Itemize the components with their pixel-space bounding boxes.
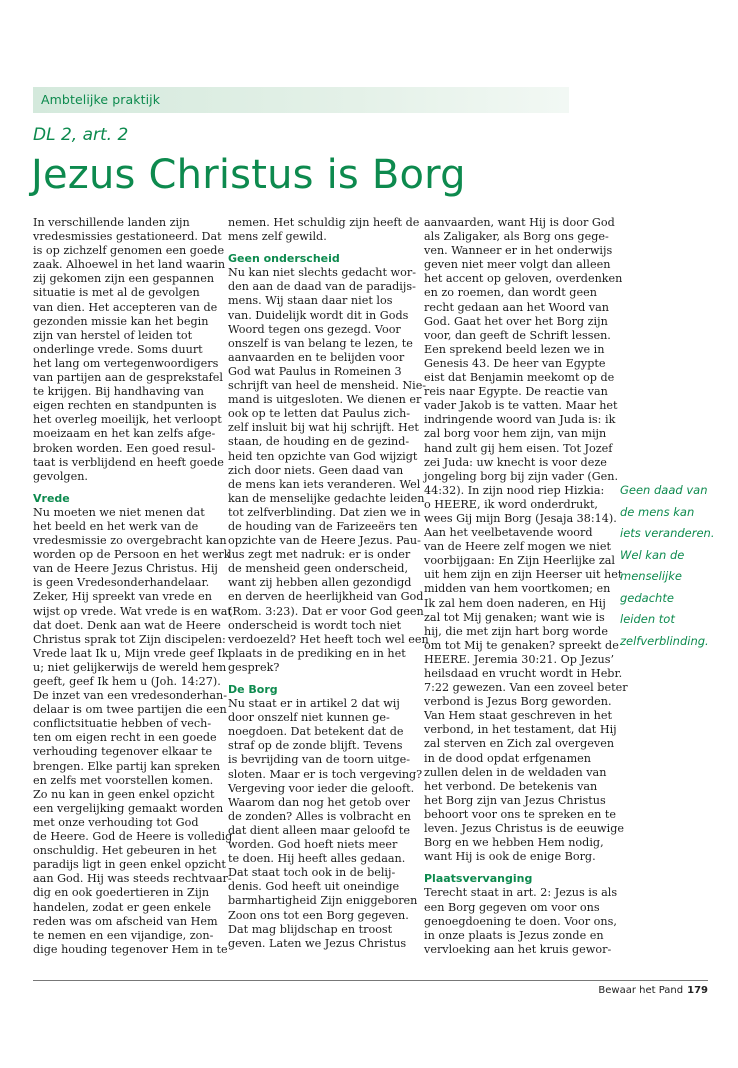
body-text-line: heid ten opzichte van God wijzigt: [228, 449, 418, 463]
body-text-line: Terecht staat in art. 2: Jezus is als: [424, 886, 618, 900]
body-text-line: zij gekomen zijn een gespannen: [33, 272, 215, 286]
body-text-line: ven. Wanneer er in het onderwijs: [424, 244, 613, 258]
body-text-line: handelen, zodat er geen enkele: [33, 900, 212, 914]
body-text-line: zijn van herstel of leiden tot: [33, 328, 193, 342]
body-text-line: Waarom dan nog het getob over: [228, 795, 410, 809]
body-text-line: het overleg moeilijk, het verloopt: [33, 413, 222, 427]
pull-quote-line: leiden tot: [620, 612, 675, 626]
body-text-line: brengen. Elke partij kan spreken: [33, 759, 221, 773]
body-text-line: hand zult gij hem eisen. Tot Jozef: [424, 441, 613, 455]
body-text-line: gesprek?: [228, 660, 280, 674]
body-text-line: geven. Laten we Jezus Christus: [228, 936, 407, 950]
body-text-line: het accent op geloven, overdenken: [424, 272, 623, 286]
body-text-line: verbond, in het testament, dat Hij: [424, 723, 617, 737]
body-text-line: Genesis 43. De heer van Egypte: [424, 356, 606, 370]
body-text-line: vredesmissie zo overgebracht kan: [33, 534, 227, 548]
body-text-line: mens. Wij staan daar niet los: [228, 294, 393, 308]
body-text-line: vader Jakob is te vatten. Maar het: [424, 399, 618, 413]
body-text-line: aan God. Hij was steeds rechtvaar-: [33, 872, 232, 886]
body-text-line: want zij hebben allen gezondigd: [228, 576, 412, 590]
body-text-line: heilsdaad en vrucht wordt in Hebr.: [424, 667, 623, 680]
pull-quote-line: Wel kan de: [620, 547, 685, 562]
body-text-line: taat is verblijdend en heeft goede: [33, 455, 224, 469]
body-text-line: Zoon ons tot een Borg gegeven.: [228, 908, 409, 922]
footer-rule: [33, 980, 708, 981]
body-text-line: van. Duidelijk wordt dit in Gods: [228, 308, 409, 322]
body-text-line: schrijft van heel de mensheid. Nie-: [228, 379, 427, 393]
body-text-line: een Borg gegeven om voor ons: [424, 900, 600, 914]
body-text-line: als Zaligaker, als Borg ons gege-: [424, 230, 609, 244]
article-subtitle: DL 2, art. 2: [33, 125, 129, 145]
publication-name: Bewaar het Pand: [598, 985, 684, 996]
body-text-line: dige houding tegenover Hem in te: [33, 942, 228, 956]
pull-quote-line: Geen daad van: [620, 483, 708, 497]
body-text-line: onschuldig. Het gebeuren in het: [33, 844, 217, 858]
body-text-line: Nu moeten we niet menen dat: [33, 505, 205, 519]
paragraph-gap: [228, 675, 408, 683]
body-text-line: uit hem zijn en zijn Heerser uit het: [424, 568, 623, 582]
body-text-line: verdoezeld? Het heeft toch wel een: [228, 632, 429, 646]
body-text-line: de mensheid geen onderscheid,: [228, 562, 408, 576]
body-text-line: reis naar Egypte. De reactie van: [424, 385, 608, 399]
body-text-line: conflictsituatie hebben of vech-: [33, 717, 212, 731]
body-text-line: Nu kan niet slechts gedacht wor-: [228, 266, 416, 280]
body-text-line: genoegdoening te doen. Voor ons,: [424, 914, 617, 928]
body-text-line: aanvaarden en te belijden voor: [228, 350, 405, 364]
body-text-line: van dien. Het accepteren van de: [33, 300, 218, 314]
body-text-line: Nu staat er in artikel 2 dat wij: [228, 697, 400, 711]
body-text-line: sloten. Maar er is toch vergeving?: [228, 767, 423, 781]
body-text-line: recht gedaan aan het Woord van: [424, 300, 609, 314]
body-text-line: kan de menselijke gedachte leiden: [228, 491, 425, 505]
body-text-line: de Heere. God de Heere is volledig: [33, 830, 233, 844]
body-text-line: in onze plaats is Jezus zonde en: [424, 928, 604, 942]
section-label: Ambtelijke praktijk: [41, 92, 161, 107]
body-text-line: eigen rechten en standpunten is: [33, 399, 217, 413]
body-text-line: het lang om vertegenwoordigers: [33, 356, 219, 370]
body-text-line: dig en ook goedertieren in Zijn: [33, 886, 210, 900]
body-text-line: den aan de daad van de paradijs-: [228, 280, 416, 294]
body-text-line: nemen. Het schuldig zijn heeft de: [228, 216, 420, 229]
body-text-line: met onze verhouding tot God: [33, 815, 199, 829]
body-text-line: en derven de heerlijkheid van God: [228, 590, 424, 604]
body-text-line: van de Heere zelf mogen we niet: [424, 540, 611, 554]
body-text-line: te krijgen. Bij handhaving van: [33, 385, 204, 399]
body-text-line: onderscheid is wordt toch niet: [228, 618, 402, 632]
body-text-line: vredesmissies gestationeerd. Dat: [33, 230, 222, 244]
body-text-line: zaak. Alhoewel in het land waarin: [33, 258, 226, 272]
pull-quote-line: menselijke: [620, 569, 682, 583]
body-text-line: onderlinge vrede. Soms duurt: [33, 342, 203, 356]
body-text-line: en zelfs met voorstellen komen.: [33, 773, 214, 787]
body-text-line: reden was om afscheid van Hem: [33, 914, 218, 928]
body-text-line: van de Heere Jezus Christus. Hij: [33, 562, 218, 576]
section-heading: Geen onderscheid: [228, 252, 340, 266]
body-text-line: zal borg voor hem zijn, van mijn: [424, 427, 607, 441]
body-text-line: zelf insluit bij wat hij schrijft. Het: [228, 421, 419, 435]
body-text-line: God. Gaat het over het Borg zijn: [424, 314, 608, 328]
body-text-line: behoort voor ons te spreken en te: [424, 807, 616, 821]
body-text-line: De inzet van een vredesonderhan-: [33, 689, 227, 703]
body-text-line: delaar is om twee partijen die een: [33, 703, 227, 717]
body-text-line: en zo roemen, dan wordt geen: [424, 286, 597, 300]
body-text-line: is bevrijding van de toorn uitge-: [228, 753, 411, 767]
body-text-line: (Rom. 3:23). Dat er voor God geen: [228, 604, 424, 618]
page-number: 179: [687, 985, 708, 996]
body-text-line: te nemen en een vijandige, zon-: [33, 928, 214, 942]
body-text-line: Vrede laat Ik u, Mijn vrede geef Ik: [33, 646, 229, 660]
section-heading: Vrede: [33, 491, 70, 505]
body-text-line: ten om eigen recht in een goede: [33, 731, 217, 745]
body-text-line: Ik zal hem doen naderen, en Hij: [424, 596, 606, 610]
body-text-line: Dat mag blijdschap en troost: [228, 922, 393, 936]
body-text-line: wijst op vrede. Wat vrede is en wat: [33, 604, 232, 618]
body-text-line: door onszelf niet kunnen ge-: [228, 711, 390, 725]
body-text-line: dat dient alleen maar geloofd te: [228, 823, 410, 837]
body-text-line: geven niet meer volgt dan alleen: [424, 258, 611, 272]
body-text-line: God wat Paulus in Romeinen 3: [228, 364, 402, 378]
pull-quote-line: iets veranderen.: [620, 526, 715, 540]
body-text-line: wees Gij mijn Borg (Jesaja 38:14).: [424, 511, 617, 525]
body-text-line: Aan het veelbetavende woord: [424, 526, 593, 540]
body-text-line: het Borg zijn van Jezus Christus: [424, 793, 606, 807]
body-text-line: Woord tegen ons gezegd. Voor: [228, 322, 401, 336]
body-text-line: worden. God hoeft niets meer: [228, 838, 398, 852]
body-text-line: HEERE. Jeremia 30:21. Op Jezus’: [424, 652, 615, 666]
body-text-line: is op zichzelf genomen een goede: [33, 244, 225, 258]
body-text-line: zal tot Mij genaken; want wie is: [424, 610, 605, 624]
section-heading: Plaatsvervanging: [424, 872, 533, 886]
body-text-line: Borg en we hebben Hem nodig,: [424, 836, 604, 850]
body-text-line: voor, dan geeft de Schrift lessen.: [424, 328, 611, 342]
body-text-line: lus zegt met nadruk: er is onder: [228, 548, 411, 562]
pull-quote-line: de mens kan: [620, 504, 695, 519]
body-text-line: zei Juda: uw knecht is voor deze: [424, 455, 607, 469]
body-text-line: Vergeving voor ieder die gelooft.: [228, 781, 415, 795]
body-text-line: worden op de Persoon en het werk: [33, 548, 231, 562]
body-text-line: opzichte van de Heere Jezus. Pau-: [228, 534, 421, 548]
paragraph-gap: [228, 244, 408, 252]
body-text-line: u; niet gelijkerwijs de wereld hem: [33, 660, 227, 674]
body-text-line: eist dat Benjamin meekomt op de: [424, 371, 615, 385]
body-text-line: verhouding tegenover elkaar te: [33, 745, 213, 759]
body-text-line: de houding van de Farizeeërs ten: [228, 519, 418, 533]
body-text-line: hij, die met zijn hart borg worde: [424, 624, 608, 638]
body-text-line: Een sprekend beeld lezen we in: [424, 342, 605, 356]
body-text-line: de mens kan iets veranderen. Wel: [228, 477, 421, 491]
body-text-line: te doen. Hij heeft alles gedaan.: [228, 852, 406, 866]
body-text-line: moeizaam en het kan zelfs afge-: [33, 427, 216, 441]
body-text-line: verbond is Jezus Borg geworden.: [424, 695, 612, 709]
body-text-line: geeft, geef Ik hem u (Joh. 14:27).: [33, 675, 221, 688]
section-heading: De Borg: [228, 683, 278, 696]
body-text-line: Van Hem staat geschreven in het: [424, 709, 612, 723]
body-text-line: leven. Jezus Christus is de eeuwige: [424, 822, 624, 836]
body-text-line: broken worden. Een goed resul-: [33, 441, 216, 455]
paragraph-gap: [424, 864, 607, 872]
body-text-line: zal sterven en Zich zal overgeven: [424, 737, 615, 751]
pull-quote: [620, 480, 730, 652]
body-text-line: mand is uitgesloten. We dienen er: [228, 393, 422, 407]
body-text-line: indringende woord van Juda is: ik: [424, 413, 616, 427]
body-text-line: want Hij is ook de enige Borg.: [424, 850, 596, 864]
body-text-line: staan, de houding en de gezind-: [228, 435, 410, 449]
body-text-line: denis. God heeft uit oneindige: [228, 880, 400, 894]
body-text-line: mens zelf gewild.: [228, 230, 327, 244]
body-text-line: een vergelijking gemaakt worden: [33, 801, 224, 815]
pull-quote-line: gedachte: [620, 590, 674, 605]
text-column-2: [228, 216, 429, 951]
body-text-line: voorbijgaan: En Zijn Heerlijke zal: [424, 554, 615, 568]
body-text-line: onszelf is van belang te lezen, te: [228, 336, 413, 350]
body-text-line: aanvaarden, want Hij is door God: [424, 216, 615, 229]
body-text-line: straf op de zonde blijft. Tevens: [228, 739, 403, 753]
body-text-line: ook op te letten dat Paulus zich-: [228, 407, 411, 421]
body-text-line: gezonden missie kan het begin: [33, 314, 209, 328]
body-text-line: de zonden? Alles is volbracht en: [228, 809, 411, 823]
body-text-line: het verbond. De betekenis van: [424, 779, 598, 793]
body-text-line: vervloeking aan het kruis gewor-: [424, 942, 612, 956]
text-column-3: [424, 216, 628, 957]
page-footer: [598, 985, 708, 996]
body-text-line: om tot Mij te genaken? spreekt de: [424, 638, 619, 652]
body-text-line: tot zelfverblinding. Dat zien we in: [228, 505, 421, 519]
text-column-1: [33, 216, 233, 957]
body-text-line: o HEERE, ik word onderdrukt,: [424, 497, 598, 511]
body-text-line: Christus sprak tot Zijn discipelen:: [33, 632, 226, 646]
body-text-line: In verschillende landen zijn: [33, 216, 190, 229]
article-title: Jezus Christus is Borg: [31, 152, 466, 198]
body-text-line: in de dood opdat erfgenamen: [424, 751, 592, 765]
body-text-line: paradijs ligt in geen enkel opzicht: [33, 858, 226, 872]
body-text-line: plaats in de prediking en in het: [228, 646, 406, 660]
body-text-line: Dat staat toch ook in de belij-: [228, 866, 396, 880]
body-text-line: jongeling borg bij zijn vader (Gen.: [424, 469, 619, 483]
body-text-line: van partijen aan de gesprekstafel: [33, 371, 223, 385]
body-text-line: midden van hem voortkomen; en: [424, 582, 611, 596]
body-text-line: Zeker, Hij spreekt van vrede en: [33, 590, 212, 604]
body-text-line: barmhartigheid Zijn eniggeboren: [228, 894, 418, 908]
body-text-line: zich door niets. Geen daad van: [228, 463, 404, 477]
body-text-line: zullen delen in de weldaden van: [424, 765, 607, 779]
body-text-line: het beeld en het werk van de: [33, 519, 199, 533]
body-text-line: noegdoen. Dat betekent dat de: [228, 725, 404, 739]
body-text-line: 7:22 gewezen. Van een zoveel beter: [424, 681, 628, 695]
body-text-line: 44:32). In zijn nood riep Hizkia:: [424, 483, 605, 497]
paragraph-gap: [33, 484, 213, 492]
section-bar: [33, 87, 569, 113]
body-text-line: is geen Vredesonderhandelaar.: [33, 576, 210, 590]
body-text-line: gevolgen.: [33, 469, 88, 483]
body-text-line: situatie is met al de gevolgen: [33, 286, 200, 300]
body-text-line: dat doet. Denk aan wat de Heere: [33, 618, 221, 632]
pull-quote-line: zelfverblinding.: [620, 633, 709, 648]
body-text-line: Zo nu kan in geen enkel opzicht: [33, 787, 215, 801]
